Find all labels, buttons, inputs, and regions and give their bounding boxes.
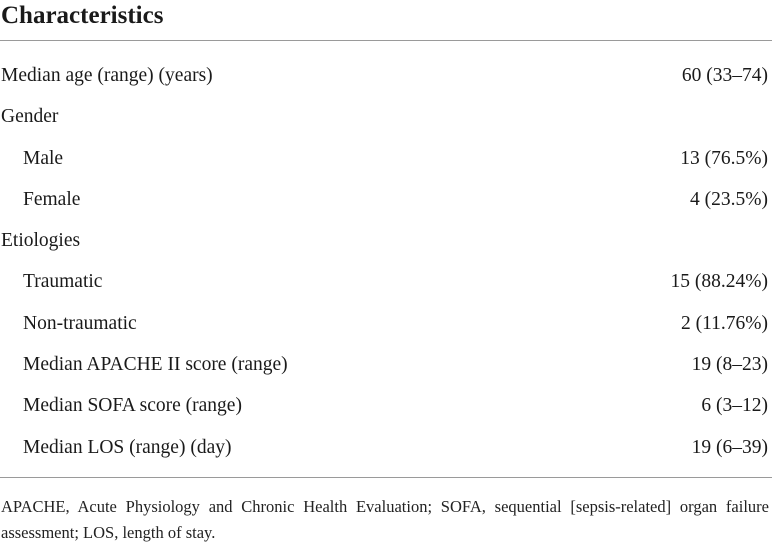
row-los	[0, 427, 772, 468]
row-label: Median age (range) (years)	[1, 65, 213, 86]
row-gender	[0, 96, 772, 137]
row-label: Non-traumatic	[23, 312, 137, 334]
row-non-traumatic	[0, 303, 772, 344]
row-label: Male	[23, 147, 64, 169]
header-characteristics: Characteristics	[1, 2, 164, 29]
table-bottom-rule	[0, 477, 772, 478]
row-etiologies	[0, 220, 772, 261]
row-label: Etiologies	[1, 230, 81, 252]
table-header	[0, 0, 772, 41]
row-value: 2 (11.76%)	[680, 312, 768, 334]
row-apache-score	[0, 344, 772, 385]
row-sofa-score	[0, 385, 772, 426]
row-value: 19 (8–23)	[691, 354, 768, 376]
row-value: 6 (3–12)	[701, 395, 768, 417]
table-body	[0, 41, 772, 468]
row-female	[0, 179, 772, 220]
row-label: Female	[23, 188, 81, 210]
row-value: 13 (76.5%)	[680, 147, 768, 169]
row-label: Gender	[1, 106, 59, 128]
row-label: Median SOFA score (range)	[23, 395, 242, 417]
row-label: Traumatic	[23, 271, 103, 293]
row-male	[0, 138, 772, 179]
row-value: 15 (88.24%)	[670, 271, 768, 293]
row-label: Median APACHE II score (range)	[23, 354, 288, 376]
row-traumatic	[0, 261, 772, 302]
row-value: 4 (23.5%)	[690, 188, 768, 210]
table-footnote: APACHE, Acute Physiology and Chronic Health Evaluation; SOFA, sequential [sepsis-related] organ failure assessment; LOS, length of stay.	[1, 497, 769, 542]
row-value: 60 (33–74)	[681, 65, 768, 86]
row-value: 19 (6–39)	[691, 436, 768, 458]
row-label: Median LOS (range) (day)	[23, 436, 232, 458]
row-median-age	[0, 55, 772, 96]
